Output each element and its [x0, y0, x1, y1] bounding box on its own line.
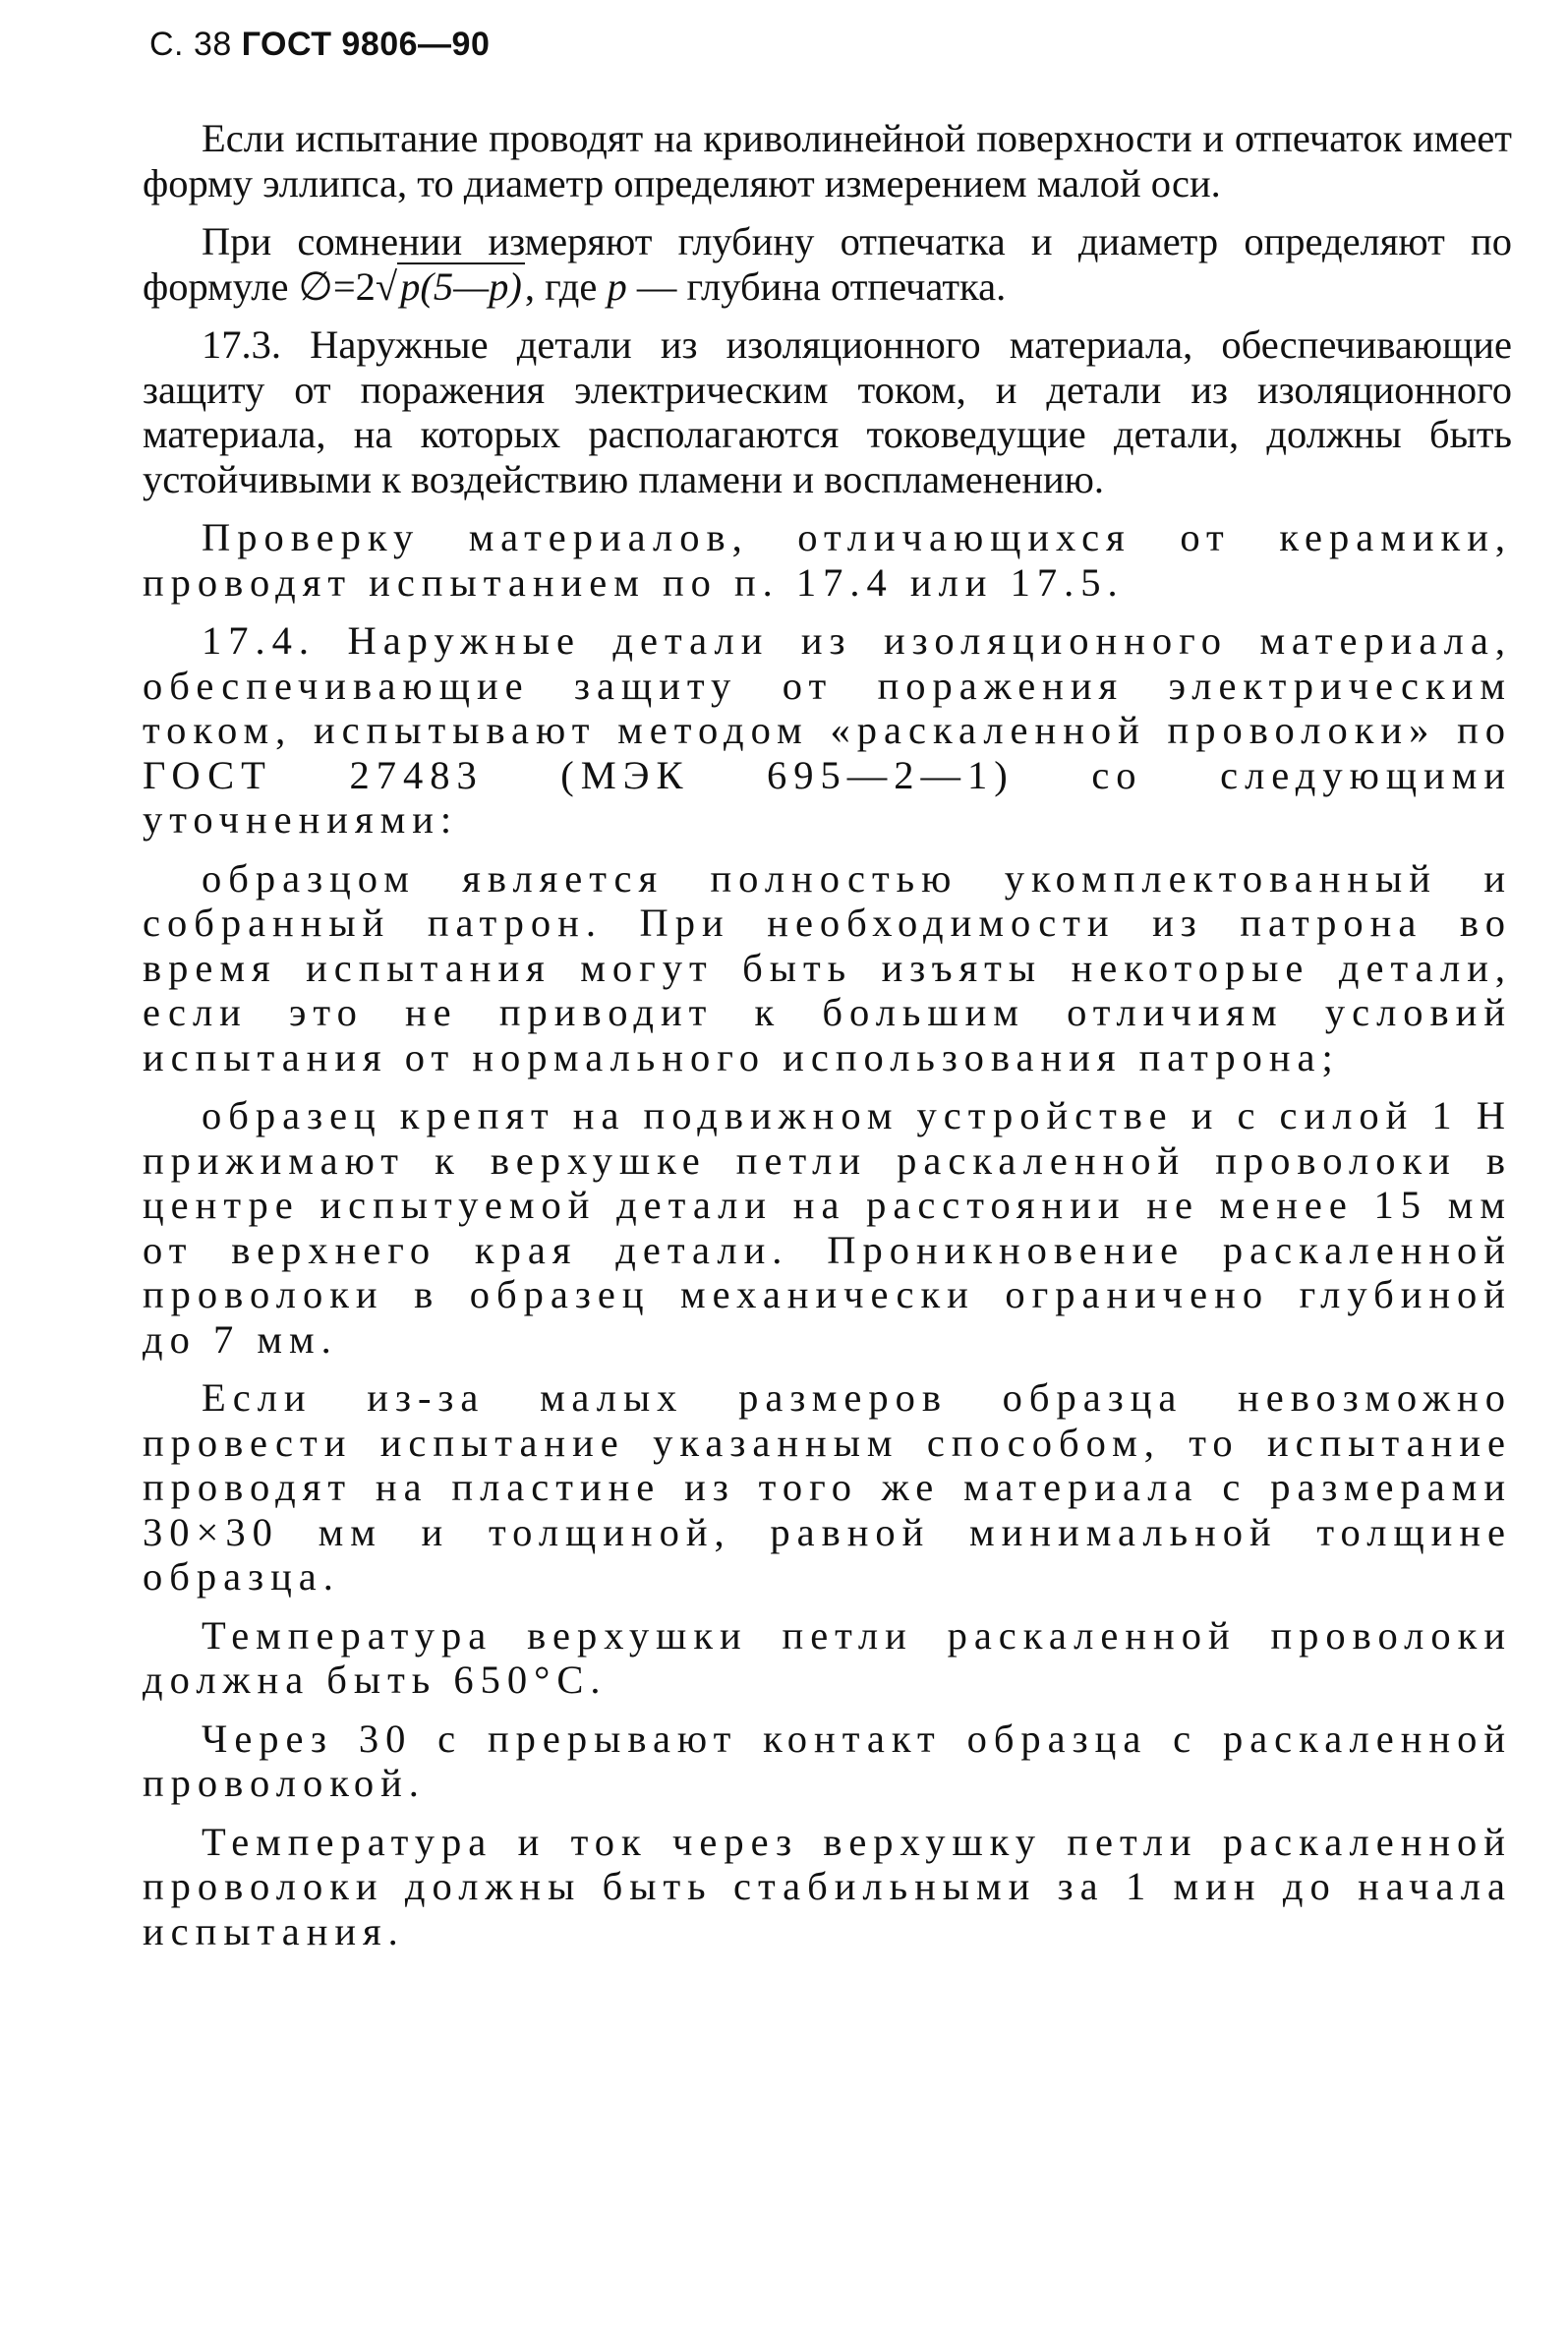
paragraph-text: 17.4. Наружные детали из изоляционного материала, обеспечивающие защиту от поражения электрическим током, испытывают методом «раскаленной проволоки» по ГОСТ 27483 (МЭК 695—2—1) со следующими уточнениями:: [143, 618, 1512, 842]
paragraph-clause-17-3: [143, 322, 1512, 501]
paragraph-with-formula: [143, 219, 1512, 309]
paragraph-text: Температура и ток через верхушку петли раскаленной проволоки должны быть стабильными за 1 мин до начала испытания.: [143, 1819, 1512, 1953]
paragraph-text: образец крепят на подвижном устройстве и с силой 1 Н прижимают к верхушке петли раскаленной проволоки в центре испытуемой детали на расстоянии не менее 15 мм от верхнего края детали. Проникновение раскаленной проволоки в образец механически ограничено глубиной до 7 мм.: [143, 1093, 1512, 1362]
paragraph: [143, 1717, 1512, 1806]
paragraph-text: Через 30 с прерывают контакт образца с раскаленной проволокой.: [143, 1716, 1512, 1805]
paragraph: [143, 1820, 1512, 1954]
formula-variable: p: [607, 263, 627, 309]
paragraph-text: 17.3. Наружные детали из изоляционного материала, обеспечивающие защиту от поражения электрическим током, и детали из изоляционного материала, на которых располагаются токоведущие детали, должны быть устойчивыми к воздействию пламени и воспламенению.: [143, 322, 1512, 501]
paragraph-text: — глубина отпечатка.: [636, 263, 1007, 309]
depth-formula: [299, 262, 525, 309]
paragraph-text: , где: [524, 263, 598, 309]
paragraph-text: При сомнении измеряют глубину отпечатка и диаметр определяют по формуле: [143, 219, 1512, 309]
paragraph-text: Если из-за малых размеров образца невозможно провести испытание указанным способом, то испытание проводят на пластине из того же материала с размерами 30×30 мм и толщиной, равной минимальной толщине образца.: [143, 1375, 1512, 1599]
body-text: [143, 116, 1512, 1967]
page-header: [149, 26, 490, 64]
paragraph: [143, 1375, 1512, 1600]
formula-left: ∅=2: [298, 263, 376, 309]
paragraph-text: образцом является полностью укомплектованный и собранный патрон. При необходимости из патрона во время испытания могут быть изъяты некоторые детали, если это не приводит к большим отличиям условий испытания от нормального использования патрона;: [143, 855, 1512, 1079]
paragraph-text: Температура верхушки петли раскаленной проволоки должна быть 650°С.: [143, 1612, 1512, 1702]
paragraph: [143, 515, 1512, 605]
paragraph-text: Если испытание проводят на криволинейной поверхности и отпечаток имеет форму эллипса, то диаметр определяют измерением малой оси.: [143, 116, 1512, 205]
standard-designation: ГОСТ 9806—90: [241, 26, 491, 63]
paragraph: [143, 1093, 1512, 1362]
paragraph: [143, 116, 1512, 205]
formula-radicand: p(5—p): [397, 262, 525, 309]
paragraph-clause-17-4: [143, 618, 1512, 843]
page-number: С. 38: [149, 26, 232, 63]
paragraph-text: Проверку материалов, отличающихся от керамики, проводят испытанием по п. 17.4 или 17.5.: [143, 515, 1512, 605]
paragraph: [143, 856, 1512, 1080]
paragraph: [143, 1613, 1512, 1703]
square-root-sign: √: [375, 263, 398, 309]
